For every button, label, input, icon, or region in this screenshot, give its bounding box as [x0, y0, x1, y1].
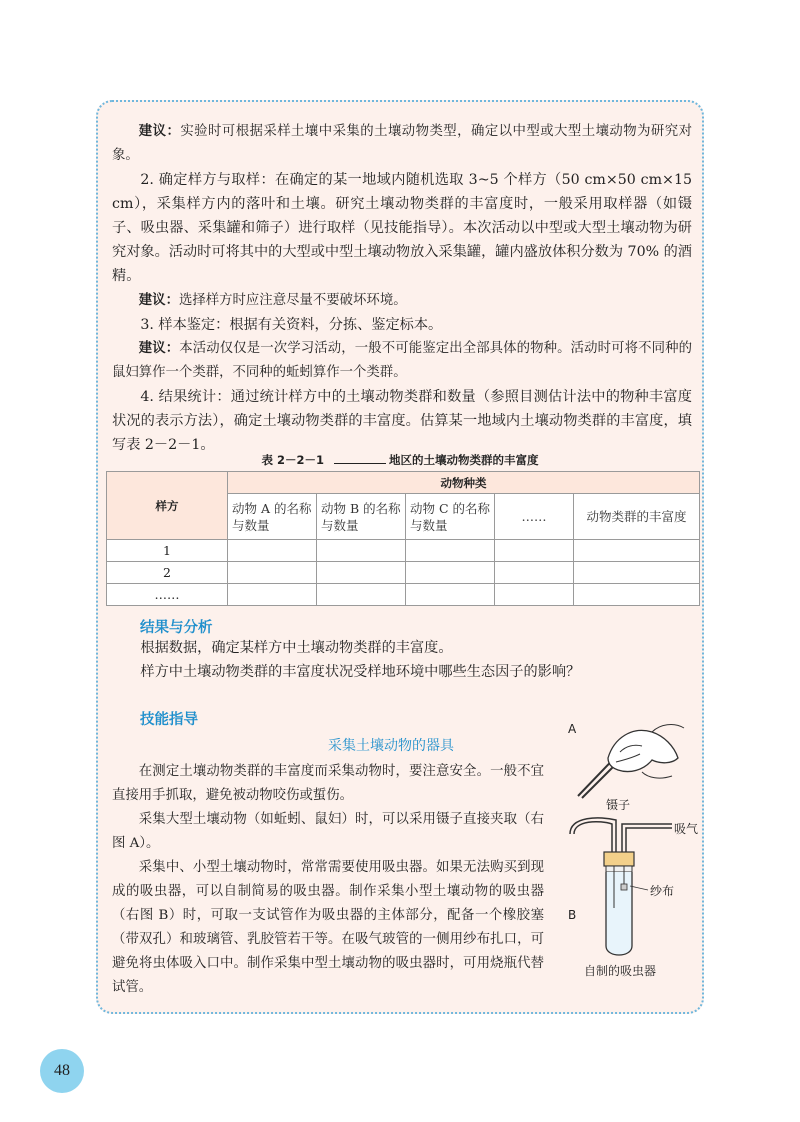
suggestion-label: 建议： — [138, 124, 181, 139]
group-header: 动物种类 — [228, 472, 700, 494]
cell — [406, 584, 495, 606]
skill-paragraph-3: 采集中、小型土壤动物时，常常需要使用吸虫器。如果无法购买到现成的吸虫器，可以自制简易的吸虫器。制作采集小型土壤动物的吸虫器（右图 B）时，可取一支试管作为吸虫器的主体部分，配备一个橡胶塞（带双孔）和玻璃管、乳胶管若干等。在吸气玻管的一侧用纱布扎口，可避免将虫体吸入口中。制作采集中型土壤动物的吸虫器时，可用烧瓶代替试管。 — [112, 860, 544, 995]
suggestion-1 — [112, 120, 692, 168]
figure-caption-a: 镊子 — [606, 798, 631, 812]
skill-subtitle: 采集土壤动物的器具 — [328, 738, 454, 754]
sub-header: …… — [495, 494, 574, 540]
cell — [574, 584, 700, 606]
figure-label-b: B — [568, 908, 577, 922]
figure-label-suction: 吸气 — [674, 822, 699, 836]
table-number: 表 2－2－1 — [261, 453, 324, 467]
col-sample-header: 样方 — [107, 472, 228, 540]
sub-header: 动物 A 的名称与数量 — [228, 494, 317, 540]
cell — [228, 584, 317, 606]
figure-label-a: A — [568, 722, 577, 736]
suggestion-text: 实验时可根据采样土壤中采集的土壤动物类型，确定以中型或大型土壤动物为研究对象。 — [112, 124, 693, 163]
figure-label-gauze: 纱布 — [650, 884, 675, 898]
table-row — [107, 584, 700, 606]
row-label: 2 — [107, 562, 228, 584]
richness-table — [106, 471, 700, 606]
suggestion-text: 选择样方时应注意尽量不要破坏环境。 — [178, 293, 407, 308]
cell — [317, 584, 406, 606]
cell — [495, 584, 574, 606]
table-caption — [0, 452, 800, 468]
sub-header: 动物 B 的名称与数量 — [317, 494, 406, 540]
suggestion-label: 建议： — [138, 341, 180, 356]
tweezers-illustration — [556, 712, 696, 802]
results-heading: 结果与分析 — [140, 620, 213, 636]
table-row — [107, 540, 700, 562]
skill-heading: 技能指导 — [140, 712, 198, 728]
figure-caption-b: 自制的吸虫器 — [584, 964, 657, 978]
step-2-paragraph: 2. 确定样方与取样：在确定的某一地域内随机选取 3~5 个样方（50 cm×50 cm×15 cm），采集样方内的落叶和土壤。研究土壤动物类群的丰富度时，一般采用取样器（如镊子、吸虫器、采集罐和筛子）进行取样（见技能指导）。本次活动以中型或大型土壤动物为研究对象。活动时可将其中的大型或中型土壤动物放入采集罐，罐内盛放体积分数为 70% 的酒精。 — [112, 172, 692, 284]
skill-paragraph-1: 在测定土壤动物类群的丰富度而采集动物时，要注意安全。一般不宜直接用手抓取，避免被动物咬伤或蜇伤。 — [112, 764, 544, 803]
suggestion-text: 本活动仅仅是一次学习活动，一般不可能鉴定出全部具体的物种。活动时可将不同种的鼠妇算作一个类群，不同种的蚯蚓算作一个类群。 — [112, 341, 693, 380]
cell — [228, 562, 317, 584]
page-number-badge — [40, 1049, 84, 1093]
results-line-2: 样方中土壤动物类群的丰富度状况受样地环境中哪些生态因子的影响？ — [140, 664, 581, 680]
sub-header: 动物 C 的名称与数量 — [406, 494, 495, 540]
cell — [574, 540, 700, 562]
row-label: 1 — [107, 540, 228, 562]
cell — [574, 562, 700, 584]
sub-header: 动物类群的丰富度 — [574, 494, 700, 540]
suggestion-3 — [112, 337, 692, 385]
cell — [495, 540, 574, 562]
cell — [495, 562, 574, 584]
blank-line — [334, 463, 386, 464]
cell — [317, 562, 406, 584]
suggestion-2 — [112, 289, 692, 313]
skill-paragraph-2: 采集大型土壤动物（如蚯蚓、鼠妇）时，可以采用镊子直接夹取（右图 A）。 — [112, 812, 544, 851]
step-4-paragraph: 4. 结果统计：通过统计样方中的土壤动物类群和数量（参照目测估计法中的物种丰富度状况的表示方法），确定土壤动物类群的丰富度。估算某一地域内土壤动物类群的丰富度，填写表 2－2－1。 — [112, 389, 692, 453]
cell — [406, 540, 495, 562]
cell — [406, 562, 495, 584]
table-row — [107, 562, 700, 584]
row-label: …… — [107, 584, 228, 606]
step-3-paragraph: 3. 样本鉴定：根据有关资料，分拣、鉴定标本。 — [140, 317, 443, 333]
table-title: 地区的土壤动物类群的丰富度 — [389, 453, 539, 467]
page-number: 48 — [54, 1062, 70, 1079]
cell — [317, 540, 406, 562]
suggestion-label: 建议： — [138, 293, 179, 308]
cell — [228, 540, 317, 562]
results-line-1: 根据数据，确定某样方中土壤动物类群的丰富度。 — [140, 640, 453, 656]
